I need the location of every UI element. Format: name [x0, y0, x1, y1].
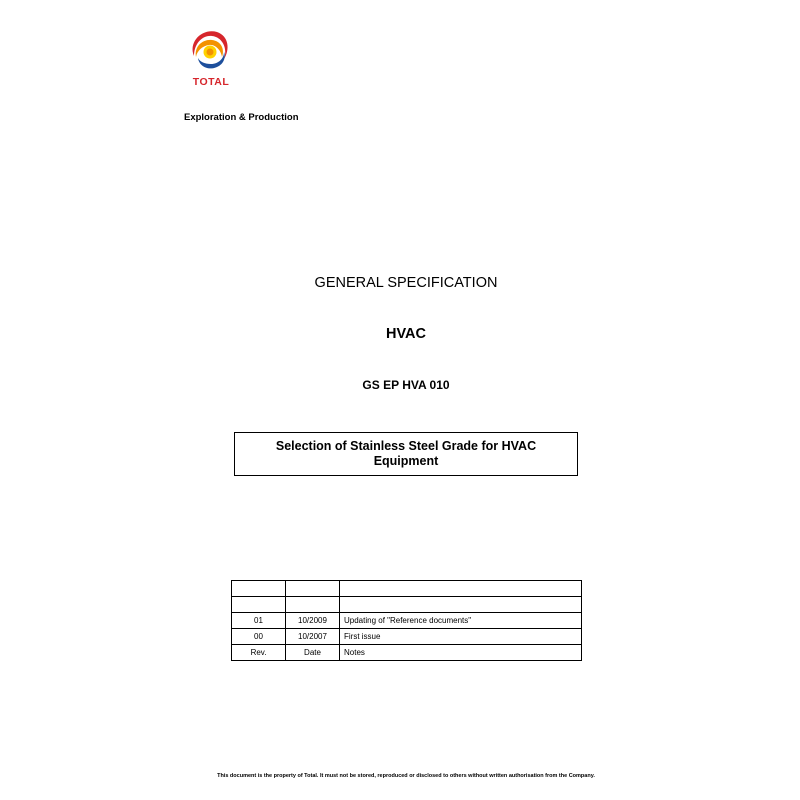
table-row: [232, 597, 582, 613]
rev-cell: 00: [232, 629, 286, 645]
rev-cell: [232, 597, 286, 613]
revision-table: [231, 580, 582, 661]
document-type: GENERAL SPECIFICATION: [314, 275, 498, 291]
rev-cell: [232, 581, 286, 597]
table-header-row: [232, 645, 582, 661]
document-title-box: [234, 432, 578, 476]
company-logo: [184, 26, 238, 92]
date-cell: [286, 597, 340, 613]
footer-disclaimer: This document is the property of Total. It must not be stored, reproduced or disclosed to others without written authorisation from the Company.: [217, 773, 595, 779]
notes-cell: [340, 597, 582, 613]
table-row: [232, 629, 582, 645]
rev-header: Rev.: [232, 645, 286, 661]
notes-cell: [340, 581, 582, 597]
notes-cell: Updating of "Reference documents": [340, 613, 582, 629]
logo-wordmark: TOTAL: [192, 76, 230, 88]
document-title: Selection of Stainless Steel Grade for HVAC Equipment: [275, 439, 537, 468]
date-cell: 10/2007: [286, 629, 340, 645]
table-row: [232, 613, 582, 629]
date-cell: [286, 581, 340, 597]
date-cell: 10/2009: [286, 613, 340, 629]
notes-header: Notes: [340, 645, 582, 661]
document-reference: GS EP HVA 010: [362, 378, 450, 392]
table-row: [232, 581, 582, 597]
rev-cell: 01: [232, 613, 286, 629]
notes-cell: First issue: [340, 629, 582, 645]
total-logo-icon: [184, 26, 238, 76]
date-header: Date: [286, 645, 340, 661]
division-name: Exploration & Production: [184, 112, 299, 123]
document-subject: HVAC: [385, 326, 426, 342]
